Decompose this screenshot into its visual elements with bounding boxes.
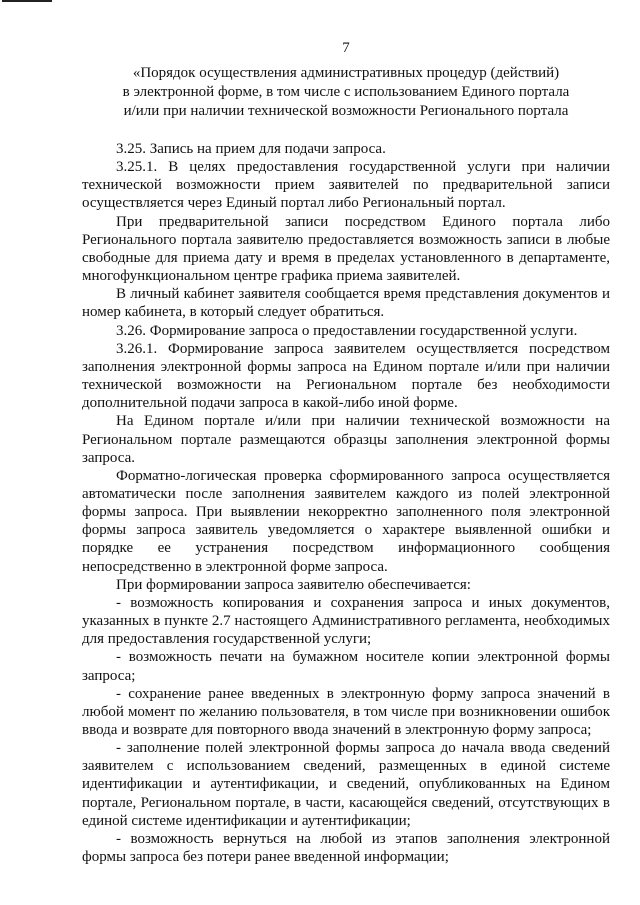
paragraph-3-25-1: 3.25.1. В целях предоставления государственной услуги при наличии технической возможности прием заявителей по предварительной записи осуществляется через Единый портал либо Региональный портал. (82, 159, 610, 212)
document-page (82, 40, 610, 866)
paragraph: Форматно-логическая проверка сформированного запроса осуществляется автоматически после заполнения заявителем каждого из полей электронной формы запроса. При выявлении некорректно заполненного поля электронной формы запроса заявитель уведомляется о характере выявленной ошибки и порядке ее устранения посредством информационного сообщения непосредственно в электронной форме запроса. (82, 467, 610, 575)
top-edge-rule (2, 0, 52, 2)
paragraph: На Едином портале и/или при наличии технической возможности на Региональном портале размещаются образцы заполнения электронной формы запроса. (82, 413, 610, 466)
page-number: 7 (342, 40, 350, 56)
list-item: - возможность печати на бумажном носителе копии электронной формы запроса; (82, 649, 610, 684)
paragraph-3-26: 3.26. Формирование запроса о предоставлении государственной услуги. (116, 322, 578, 339)
heading-line: в электронной форме, в том числе с использованием Единого портала (122, 84, 570, 100)
document-body (82, 140, 610, 866)
paragraph-3-25: 3.25. Запись на прием для подачи запроса. (116, 141, 386, 157)
section-heading (82, 64, 610, 121)
paragraph-3-26-1: 3.26.1. Формирование запроса заявителем осуществляется посредством заполнения электронной формы запроса на Едином портале и/или при наличии технической возможности на Региональном портале без необходимости дополнительной подачи запроса в какой-либо иной форме. (82, 340, 610, 412)
heading-line: и/или при наличии технической возможности Регионального портала (123, 103, 569, 119)
heading-line: «Порядок осуществления административных процедур (действий) (132, 65, 560, 81)
list-item: - возможность копирования и сохранения запроса и иных документов, указанных в пункте 2.7 настоящего Административного регламента, необходимых для предоставления государственной услуги; (82, 594, 610, 648)
paragraph: В личный кабинет заявителя сообщается время представления документов и номер кабинета, в который следует обратиться. (82, 286, 610, 321)
list-item: - сохранение ранее введенных в электронную форму запроса значений в любой момент по желанию пользователя, в том числе при возникновении ошибок ввода и возврате для повторного ввода значений в электронную форму запроса; (82, 685, 610, 738)
paragraph: При предварительной записи посредством Единого портала либо Регионального портала заявителю предоставляется возможность записи в любые свободные для приема дату и время в пределах установленного в департаменте, многофункциональном центре графика приема заявителей. (82, 213, 610, 285)
list-item: - заполнение полей электронной формы запроса до начала ввода сведений заявителем с использованием сведений, размещенных в единой системе идентификации и аутентификации, и сведений, опубликованных на Едином портале, Региональном портале, в части, касающейся сведений, отсутствующих в единой системе идентификации и аутентификации; (82, 740, 610, 829)
list-item: - возможность вернуться на любой из этапов заполнения электронной формы запроса без потери ранее введенной информации; (82, 830, 610, 866)
paragraph: При формировании запроса заявителю обеспечивается: (116, 576, 471, 593)
